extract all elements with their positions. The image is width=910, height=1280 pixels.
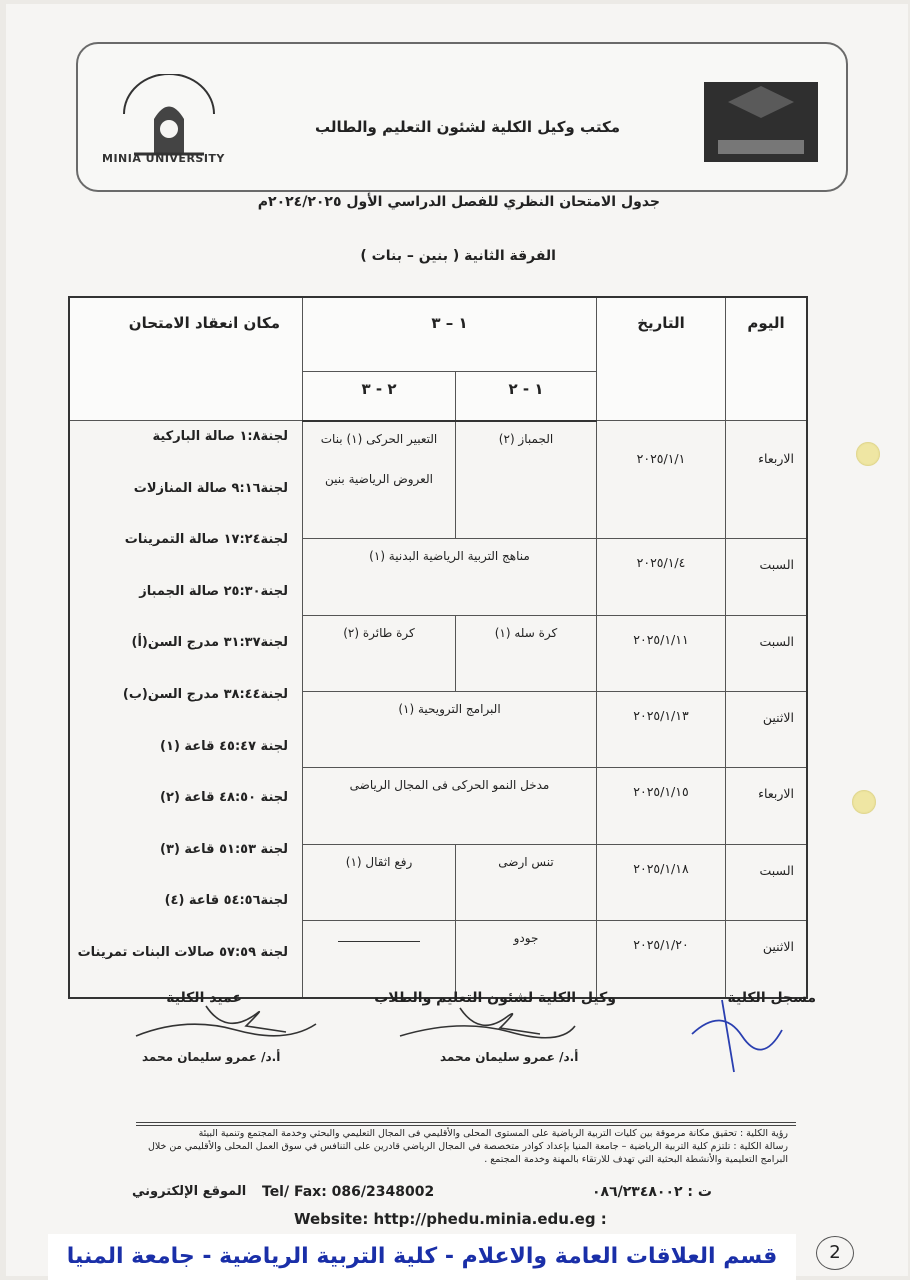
- dean-signature: [126, 996, 326, 1046]
- subheader-group-1: ١ - ٢: [456, 371, 597, 421]
- subject-cell: مناهج التربية الرياضية البدنية (١): [303, 539, 597, 615]
- subject-line: التعبير الحركى (١) بنات: [320, 431, 438, 446]
- website-url: Website: http://phedu.minia.edu.eg :: [294, 1210, 607, 1228]
- venue-item: لجنة١٧:٢٤ صالة التمرينات: [124, 532, 288, 548]
- subject-cell: جودو: [456, 921, 597, 998]
- day-cell: السبت: [726, 844, 808, 920]
- date-cell: ٢٠٢٥/١/٤: [597, 539, 726, 615]
- vice-dean-signature: [390, 996, 580, 1046]
- office-title: مكتب وكيل الكلية لشئون التعليم والطالب: [315, 118, 620, 136]
- date-cell: ٢٠٢٥/١/٢٠: [597, 921, 726, 998]
- dean-title: عميد الكلية: [166, 990, 242, 1006]
- subheader-group-2: ٢ - ٣: [303, 371, 456, 421]
- footer-rule: [136, 1122, 796, 1123]
- punch-hole: [852, 790, 876, 814]
- venue-item: لجنة ٤٥:٤٧ قاعة (١): [160, 738, 288, 754]
- subject-cell: تنس ارضى: [456, 844, 597, 920]
- venue-item: لجنة ٥١:٥٣ قاعة (٣): [160, 841, 288, 857]
- subject-cell-empty: [303, 921, 456, 998]
- schedule-title: جدول الامتحان النظري للفصل الدراسي الأول ٢٠٢٤/٢٠٢٥م: [257, 194, 660, 210]
- table-row: [69, 421, 807, 539]
- mission-text: رسالة الكلية : تلتزم كلية التربية الرياضية – جامعة المنيا بإعداد كوادر متخصصة في المجال الرياضي قادرين على التنافس في سوق العمل المحلى والأقليمي من خلال البرامج التعليمية والأنشطة البحثية التي تهدف للارتقاء بالمهنة وخدمة المجتمع .: [147, 1141, 788, 1165]
- group-title: الفرقة الثانية ( بنين – بنات ): [360, 248, 556, 264]
- day-cell: الاثنين: [726, 692, 808, 768]
- footer-rule: [136, 1125, 796, 1126]
- phone-number: ت : ٠٨٦/٢٣٤٨٠٠٢: [592, 1184, 712, 1200]
- vice-dean-name: أ.د/ عمرو سليمان محمد: [440, 1050, 579, 1064]
- registrar-title: مسجل الكلية: [727, 990, 816, 1006]
- day-cell: السبت: [726, 539, 808, 615]
- subject-cell: كرة طائرة (٢): [303, 615, 456, 691]
- venue-item: لجنة٥٤:٥٦ قاعة (٤): [164, 893, 288, 909]
- exam-schedule-table: [68, 296, 808, 999]
- venue-item: لجنة٣١:٣٧ مدرج السن(أ): [131, 635, 288, 651]
- subject-cell: كرة سله (١): [456, 615, 597, 691]
- department-banner: قسم العلاقات العامة والاعلام - كلية التربية الرياضية - جامعة المنيا: [48, 1234, 796, 1280]
- punch-hole: [856, 442, 880, 466]
- subject-cell: الجمباز (٢): [456, 421, 597, 539]
- page-number: 2: [816, 1236, 854, 1270]
- date-cell: ٢٠٢٥/١/١: [597, 421, 726, 539]
- date-cell: ٢٠٢٥/١/١٨: [597, 844, 726, 920]
- header-venue: مكان انعقاد الامتحان: [69, 297, 303, 421]
- header-day: اليوم: [726, 297, 808, 421]
- subject-cell: البرامج الترويحية (١): [303, 692, 597, 768]
- venue-item: لجنة ٤٨:٥٠ قاعة (٢): [160, 790, 288, 806]
- day-cell: الاربعاء: [726, 768, 808, 844]
- venues-cell: [69, 421, 303, 998]
- vision-text: رؤية الكلية : تحقيق مكانة مرموقة بين كليات التربية الرياضية على المستوى المحلى والأقليمي فى المجال التعليمي والبحثي وخدمة المجتمع وتنمية البيئة: [198, 1128, 788, 1139]
- date-cell: ٢٠٢٥/١/١٥: [597, 768, 726, 844]
- header-date: التاريخ: [597, 297, 726, 421]
- venue-item: لجنة٢٥:٣٠ صالة الجمباز: [139, 583, 288, 599]
- registrar-signature: [682, 996, 792, 1076]
- header-groups: ١ – ٣: [303, 297, 597, 371]
- venue-item: لجنة٣٨:٤٤ مدرج السن(ب): [122, 686, 288, 702]
- subject-cell: رفع اثقال (١): [303, 844, 456, 920]
- subject-cell: [303, 421, 456, 539]
- day-cell: السبت: [726, 615, 808, 691]
- subject-line: العروض الرياضية بنين: [325, 471, 433, 486]
- university-name: MINIA UNIVERSITY: [102, 152, 225, 165]
- letterhead: [76, 42, 848, 192]
- document-sheet: [6, 4, 908, 1276]
- venue-item: لجنة١:٨ صالة الباركية: [152, 429, 288, 444]
- empty-dash: [338, 941, 420, 942]
- vice-dean-title: وكيل الكلية لشئون التعليم والطلاب: [374, 990, 616, 1006]
- venue-item: لجنة٩:١٦ صالة المنازلات: [133, 480, 288, 496]
- tel-fax: Tel/ Fax: 086/2348002: [262, 1184, 435, 1200]
- date-cell: ٢٠٢٥/١/١٣: [597, 692, 726, 768]
- day-cell: الاربعاء: [726, 421, 808, 539]
- venue-item: لجنة ٥٧:٥٩ صالات البنات تمرينات: [77, 944, 288, 960]
- dean-name: أ.د/ عمرو سليمان محمد: [142, 1050, 281, 1064]
- subject-cell: مدخل النمو الحركى فى المجال الرياضى: [303, 768, 597, 844]
- date-cell: ٢٠٢٥/١/١١: [597, 615, 726, 691]
- day-cell: الاثنين: [726, 921, 808, 998]
- faculty-physical-education-logo: [698, 72, 824, 168]
- website-label: الموقع الإلكتروني: [132, 1184, 247, 1199]
